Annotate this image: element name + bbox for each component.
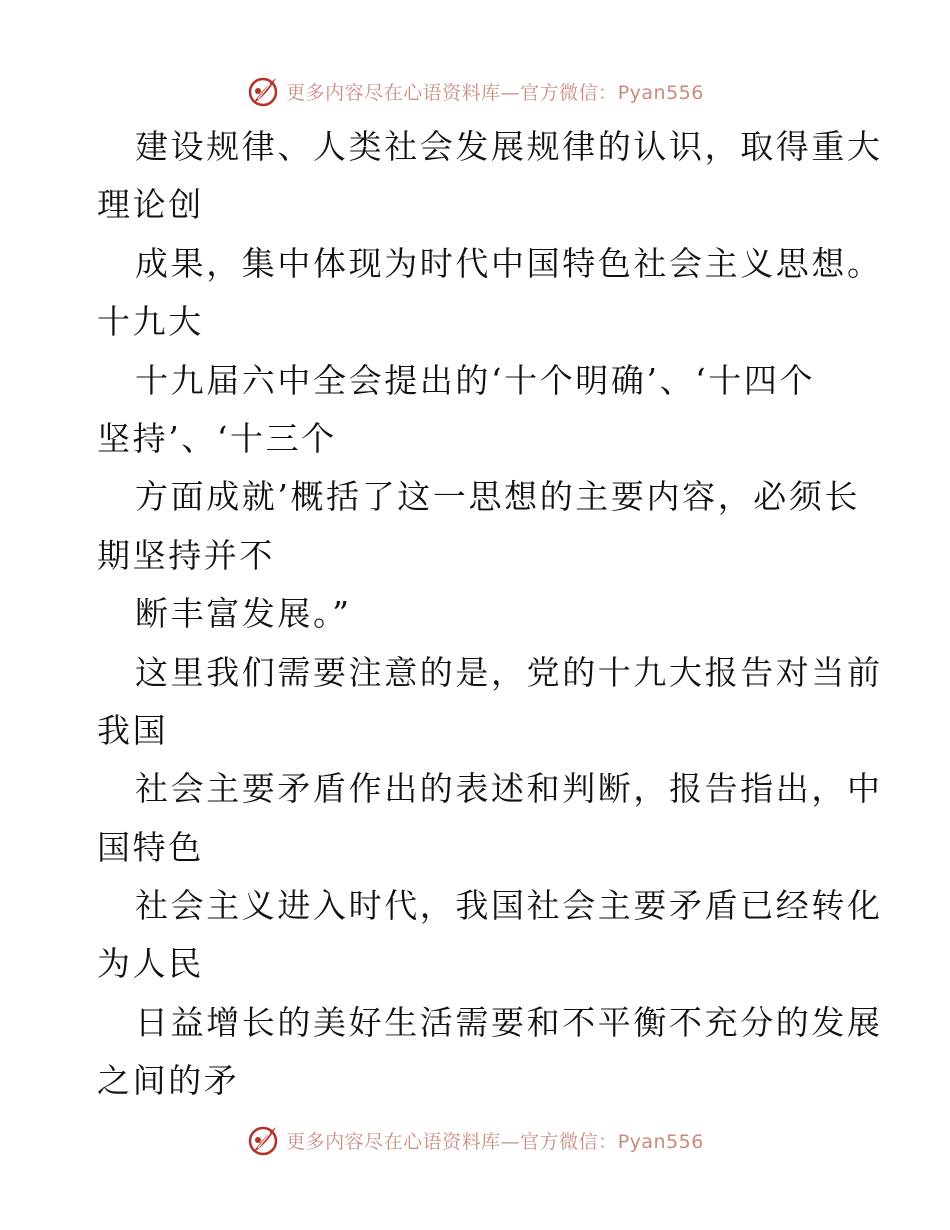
text-line: 十九届六中全会提出的‘十个明确’、‘十四个 [135, 360, 816, 400]
banner-caption [286, 1127, 704, 1154]
quill-logo-icon [246, 74, 280, 108]
quill-logo-icon [246, 1123, 280, 1157]
text-line: 期坚持并不 [97, 535, 275, 575]
text-line: 社会主义进入时代，我国社会主要矛盾已经转化 [135, 886, 883, 926]
banner-dash: — [500, 81, 521, 104]
text-line: 断丰富发展。” [135, 594, 352, 634]
text-line: 方面成就’概括了这一思想的主要内容，必须长 [135, 477, 861, 517]
body-text [97, 118, 883, 1111]
banner-wechat-id: Pyan556 [617, 81, 704, 104]
text-line: 我国 [97, 710, 169, 750]
text-line: 坚持’、‘十三个 [97, 418, 337, 458]
text-line: 这里我们需要注意的是，党的十九大报告对当前 [135, 652, 883, 692]
text-line: 建设规律、人类社会发展规律的认识，取得重大 [135, 127, 883, 166]
text-line: 日益增长的美好生活需要和不平衡不充分的发展 [135, 1002, 883, 1042]
banner-dash: — [500, 1130, 521, 1153]
banner-wechat-id: Pyan556 [617, 1130, 704, 1153]
text-line: 社会主要矛盾作出的表述和判断，报告指出，中 [135, 769, 883, 809]
banner-title: 更多内容尽在心语资料库 [286, 1130, 501, 1153]
banner-caption [286, 78, 704, 105]
text-line: 为人民 [97, 944, 204, 984]
text-line: 成果，集中体现为时代中国特色社会主义思想。 [135, 243, 883, 283]
footer-banner [0, 1120, 950, 1160]
header-banner [0, 71, 950, 111]
text-line: 之间的矛 [97, 1061, 240, 1101]
text-line: 理论创 [97, 185, 204, 225]
banner-title: 更多内容尽在心语资料库 [286, 81, 501, 104]
text-line: 国特色 [97, 827, 204, 867]
banner-wechat-label: 官方微信： [520, 1130, 618, 1153]
text-line: 十九大 [97, 302, 204, 342]
banner-wechat-label: 官方微信： [520, 81, 618, 104]
